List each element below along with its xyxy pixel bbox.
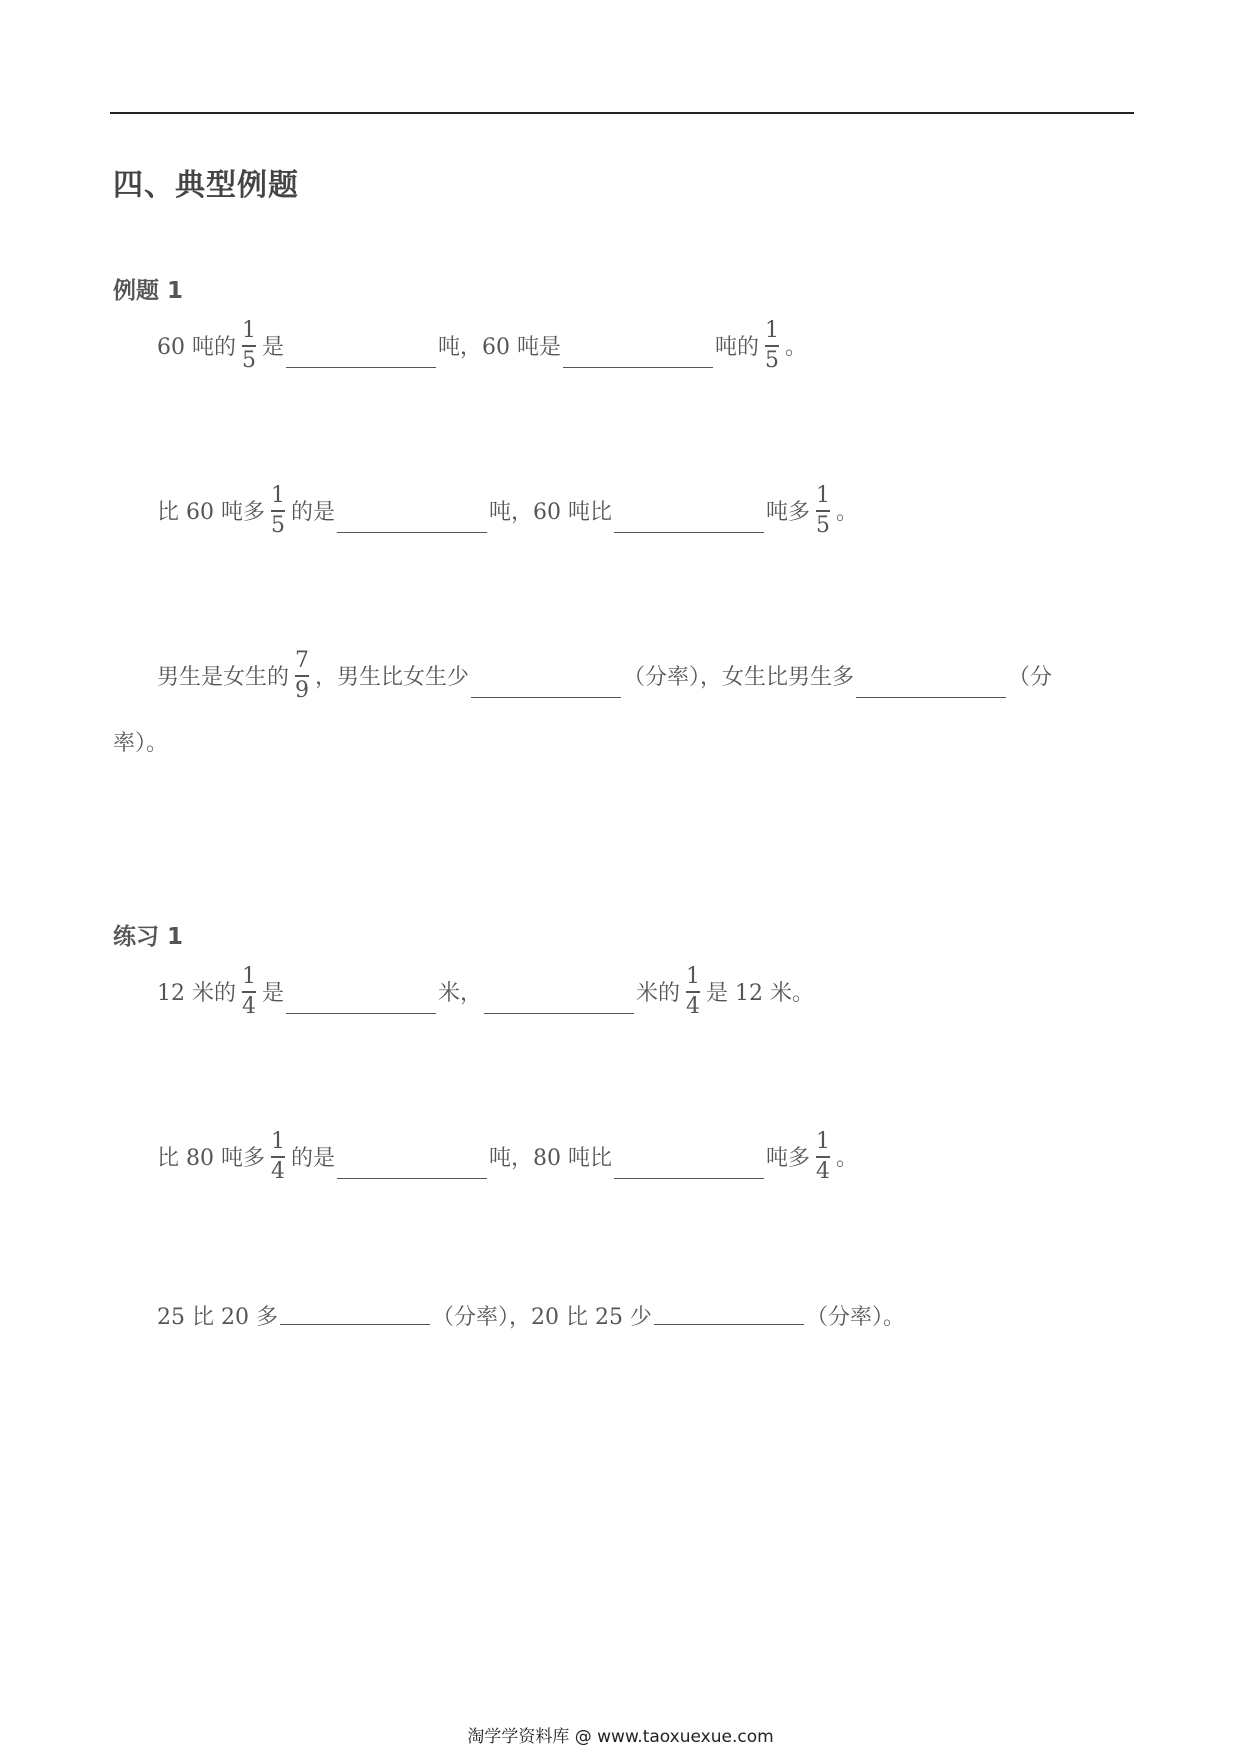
text: 60 吨的 [157,335,236,361]
fraction-bar [765,345,779,347]
fraction [269,483,287,539]
text: （分率），女生比男生多 [623,665,855,691]
fraction [269,1129,287,1185]
answer-blank[interactable] [286,366,436,368]
denominator: 4 [816,1158,831,1184]
numerator: 7 [295,648,310,673]
fraction [240,318,258,374]
numerator: 1 [816,1129,831,1154]
fraction [684,964,702,1020]
practice-question-1 [157,964,814,1020]
denominator: 4 [242,993,256,1019]
footer-watermark: 淘学学资料库 @ www.taoxuexue.com [467,1727,774,1747]
text: 。 [785,335,808,361]
text: （分 [1008,665,1053,691]
example-question-3-continued: 率）。 [113,731,169,756]
practice-title: 练习 1 [113,924,184,950]
text: 吨的 [715,335,760,361]
text: 吨，80 吨比 [489,1146,612,1172]
fraction [814,483,832,539]
text: 比 80 吨多 [157,1146,265,1172]
answer-blank[interactable] [337,1177,487,1179]
text: 米的 [636,981,681,1007]
fraction-bar [242,991,256,993]
example-question-3 [157,648,1052,704]
numerator: 1 [270,1129,285,1154]
denominator: 5 [242,347,256,373]
denominator: 4 [270,1158,285,1184]
text: 。 [836,1146,859,1172]
answer-blank[interactable] [563,366,713,368]
text: 吨多 [766,1146,811,1172]
answer-blank[interactable] [280,1323,430,1325]
example-question-1 [157,318,807,374]
practice-question-3 [157,1300,905,1331]
numerator: 1 [242,318,256,343]
fraction-bar [271,1156,285,1158]
text: 12 米的 [157,981,236,1007]
example-question-2 [157,483,858,539]
text: 是 12 米。 [706,981,815,1007]
header-rule [110,112,1134,114]
numerator: 1 [816,483,831,508]
fraction [293,648,311,704]
fraction-bar [242,345,256,347]
fraction-bar [816,510,830,512]
text: 。 [836,500,859,526]
answer-blank[interactable] [654,1323,804,1325]
denominator: 5 [270,512,285,538]
fraction-bar [271,510,285,512]
text: 吨，60 吨是 [438,335,562,361]
section-heading: 四、典型例题 [113,168,299,203]
text: （分率），20 比 25 少 [431,1305,652,1330]
text: 25 比 20 多 [157,1305,278,1330]
answer-blank[interactable] [614,531,764,533]
answer-blank[interactable] [471,696,621,698]
text: 是 [262,335,285,361]
answer-blank[interactable] [337,531,487,533]
example-title: 例题 1 [113,278,184,304]
fraction-bar [816,1156,830,1158]
text: 比 60 吨多 [157,500,265,526]
text: 吨多 [766,500,811,526]
text: 吨，60 吨比 [489,500,612,526]
numerator: 1 [270,483,285,508]
practice-question-2 [157,1129,858,1185]
text: （分率）。 [805,1305,905,1330]
numerator: 1 [242,964,256,989]
text: ，男生比女生少 [315,665,470,691]
text: 米， [438,981,483,1007]
denominator: 9 [295,677,310,703]
numerator: 1 [765,318,780,343]
denominator: 5 [765,347,780,373]
text: 的是 [290,1146,335,1172]
answer-blank[interactable] [614,1177,764,1179]
numerator: 1 [686,964,701,989]
text: 的是 [290,500,335,526]
text: 男生是女生的 [157,665,290,691]
fraction-bar [295,675,309,677]
fraction [240,964,258,1020]
denominator: 5 [816,512,831,538]
fraction-bar [686,991,700,993]
fraction [814,1129,832,1185]
answer-blank[interactable] [286,1012,436,1014]
text: 是 [262,981,285,1007]
denominator: 4 [686,993,701,1019]
fraction [763,318,781,374]
answer-blank[interactable] [484,1012,634,1014]
answer-blank[interactable] [856,696,1006,698]
